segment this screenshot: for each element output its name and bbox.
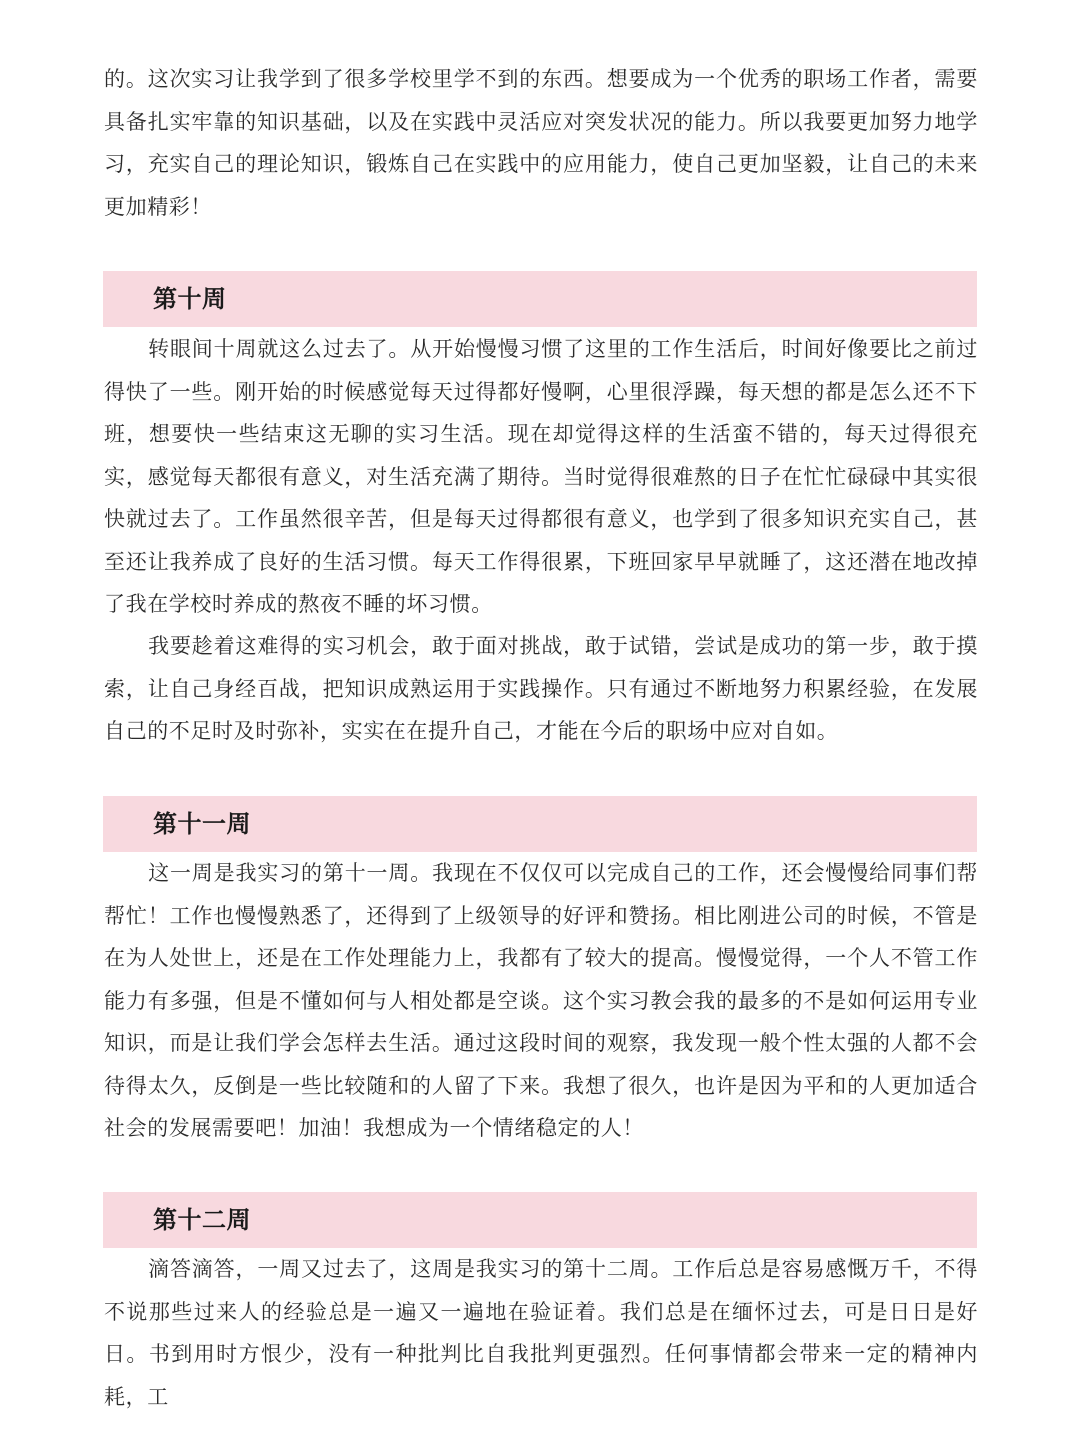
week-10-paragraph-2: 我要趁着这难得的实习机会，敢于面对挑战，敢于试错，尝试是成功的第一步，敢于摸索，让自己身经百战，把知识成熟运用于实践操作。只有通过不断地努力积累经验，在发展自己的不足时及时弥补，实实在在提升自己，才能在今后的职场中应对自如。 [104,634,978,743]
section-title: 第十一周 [153,810,251,838]
section-heading-week-10 [103,271,977,327]
section-title: 第十周 [153,285,227,313]
week-10-paragraph-1: 转眼间十周就这么过去了。从开始慢慢习惯了这里的工作生活后，时间好像要比之前过得快了一些。刚开始的时候感觉每天过得都好慢啊，心里很浮躁，每天想的都是怎么还不下班，想要快一些结束这无聊的实习生活。现在却觉得这样的生活蛮不错的，每天过得很充实，感觉每天都很有意义，对生活充满了期待。当时觉得很难熬的日子在忙忙碌碌中其实很快就过去了。工作虽然很辛苦，但是每天过得都很有意义，也学到了很多知识充实自己，甚至还让我养成了良好的生活习惯。每天工作得很累，下班回家早早就睡了，这还潜在地改掉了我在学校时养成的熬夜不睡的坏习惯。 [104,337,978,616]
section-title: 第十二周 [153,1206,251,1234]
week-11-paragraph-1: 这一周是我实习的第十一周。我现在不仅仅可以完成自己的工作，还会慢慢给同事们帮帮忙！工作也慢慢熟悉了，还得到了上级领导的好评和赞扬。相比刚进公司的时候，不管是在为人处世上，还是在工作处理能力上，我都有了较大的提高。慢慢觉得，一个人不管工作能力有多强，但是不懂如何与人相处都是空谈。这个实习教会我的最多的不是如何运用专业知识，而是让我们学会怎样去生活。通过这段时间的观察，我发现一般个性太强的人都不会待得太久，反倒是一些比较随和的人留了下来。我想了很久，也许是因为平和的人更加适合社会的发展需要吧！加油！我想成为一个情绪稳定的人！ [104,861,978,1140]
section-heading-week-11 [103,796,977,852]
week-12-paragraph-1: 滴答滴答，一周又过去了，这周是我实习的第十二周。工作后总是容易感慨万千，不得不说那些过来人的经验总是一遍又一遍地在验证着。我们总是在缅怀过去，可是日日是好日。书到用时方恨少，没有一种批判比自我批判更强烈。任何事情都会带来一定的精神内耗，工 [104,1257,978,1409]
intro-paragraph: 的。这次实习让我学到了很多学校里学不到的东西。想要成为一个优秀的职场工作者，需要具备扎实牢靠的知识基础，以及在实践中灵活应对突发状况的能力。所以我要更加努力地学习，充实自己的理论知识，锻炼自己在实践中的应用能力，使自己更加坚毅，让自己的未来更加精彩！ [104,67,978,219]
section-heading-week-12 [103,1192,977,1248]
